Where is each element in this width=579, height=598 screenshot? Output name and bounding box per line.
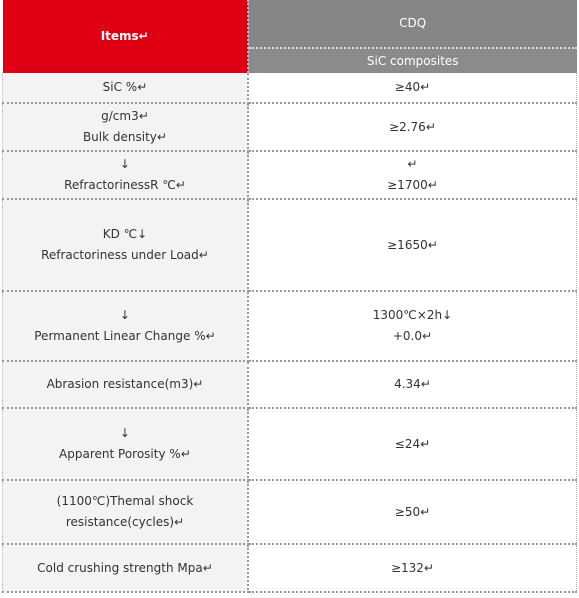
property-value-line: ≥50↵ (394, 504, 431, 519)
property-value-line: ≤24↵ (394, 436, 431, 451)
property-label-line: Cold crushing strength Mpa↵ (37, 560, 213, 575)
property-label-line: Permanent Linear Change %↵ (34, 329, 216, 343)
table-row (3, 544, 577, 592)
table-row (3, 73, 577, 103)
table-row (3, 151, 577, 199)
property-value (248, 151, 577, 199)
property-label-line: Bulk density↵ (82, 130, 167, 144)
property-value-line: ≥1650↵ (387, 237, 438, 252)
property-label (3, 361, 248, 408)
property-value (248, 73, 577, 103)
property-value (248, 544, 577, 592)
properties-table (2, 0, 577, 593)
property-label-line: RefractorinessR ℃↵ (64, 178, 186, 192)
property-value-line: ≥2.76↵ (389, 119, 436, 134)
table-body (3, 73, 577, 592)
property-label-line: Apparent Porosity %↵ (59, 447, 191, 461)
table-row (3, 199, 577, 291)
property-value (248, 199, 577, 291)
table-row (3, 361, 577, 408)
cdq-header-label: CDQ (399, 16, 427, 30)
property-value (248, 408, 577, 480)
items-header-label: Items↵ (100, 29, 149, 43)
property-label-line: ↓ (119, 157, 130, 171)
property-label (3, 73, 248, 103)
property-value-line: 4.34↵ (394, 377, 431, 391)
property-value (248, 103, 577, 151)
property-label (3, 480, 248, 544)
property-value (248, 361, 577, 408)
property-label (3, 103, 248, 151)
property-label-line: g/cm3↵ (101, 109, 149, 123)
property-label (3, 544, 248, 592)
cdq-header (248, 0, 577, 48)
header-row-top (3, 0, 577, 48)
property-value-line: ≥1700↵ (387, 178, 438, 192)
property-value-line: ↵ (407, 157, 418, 171)
sic-composites-label: SiC composites (366, 53, 459, 68)
property-value (248, 291, 577, 361)
property-label-line: Abrasion resistance(m3)↵ (46, 377, 204, 391)
property-label-line: SiC %↵ (102, 80, 148, 94)
property-label-line: (1100℃)Themal shock resistance(cycles)↵ (56, 494, 194, 529)
property-label (3, 408, 248, 480)
sic-composites-header (248, 48, 577, 73)
property-value-line: 1300℃×2h↓ (372, 308, 453, 322)
property-label-line: KD ℃↓ (102, 227, 148, 241)
property-label-line: Refractoriness under Load↵ (41, 248, 209, 262)
table-row (3, 103, 577, 151)
table-row (3, 480, 577, 544)
property-value-line: ≥40↵ (394, 80, 431, 94)
property-value-line: ≥132↵ (390, 560, 434, 575)
table-row (3, 291, 577, 361)
items-header (3, 0, 248, 73)
property-label-line: ↓ (119, 426, 130, 440)
property-label (3, 199, 248, 291)
property-label (3, 151, 248, 199)
property-label (3, 291, 248, 361)
property-value (248, 480, 577, 544)
property-label-line: ↓ (119, 308, 130, 322)
property-value-line: +0.0↵ (392, 329, 433, 343)
table-row (3, 408, 577, 480)
